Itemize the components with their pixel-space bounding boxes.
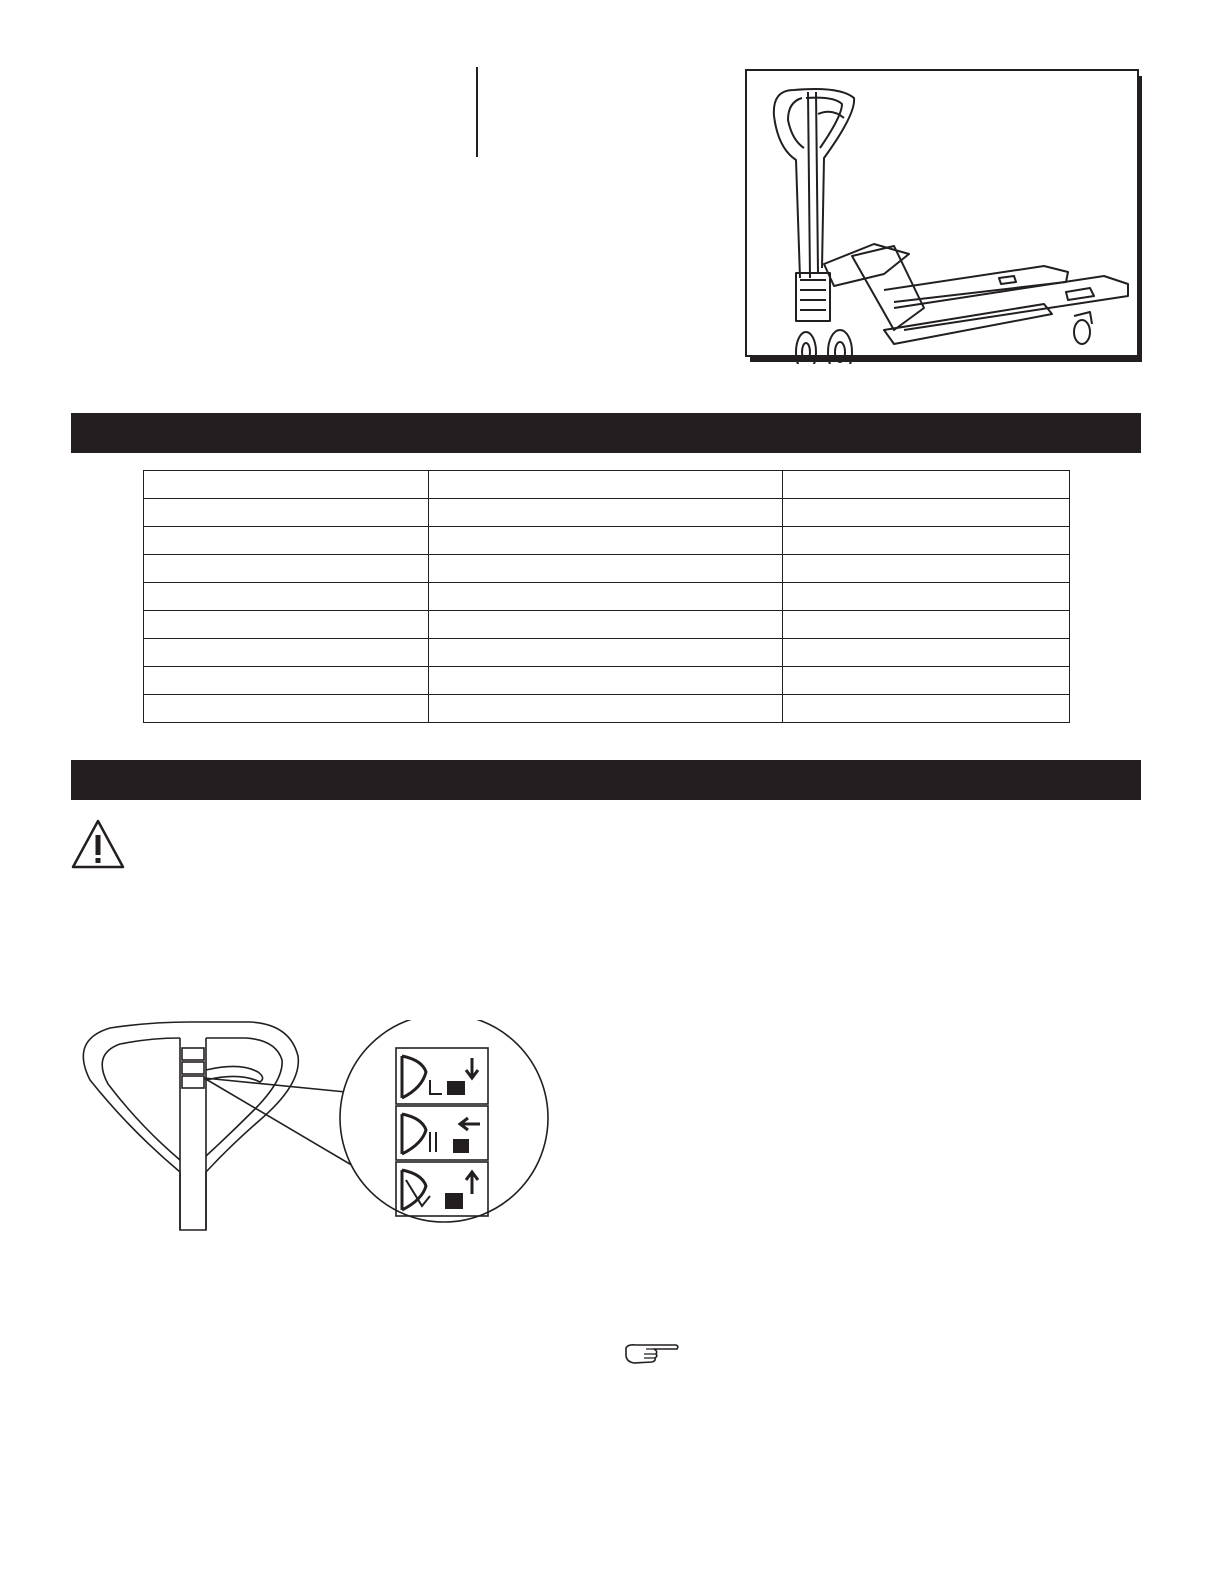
table-cell bbox=[783, 555, 1070, 583]
table-cell bbox=[783, 667, 1070, 695]
table-cell bbox=[783, 499, 1070, 527]
table-cell bbox=[783, 527, 1070, 555]
table-cell bbox=[429, 583, 783, 611]
specifications-table bbox=[143, 470, 1070, 723]
table-cell bbox=[783, 471, 1070, 499]
table-cell bbox=[429, 471, 783, 499]
table-row bbox=[144, 555, 1070, 583]
header-divider-line bbox=[476, 67, 478, 157]
table-row bbox=[144, 695, 1070, 723]
table-row bbox=[144, 639, 1070, 667]
table-cell bbox=[144, 611, 429, 639]
table-cell bbox=[783, 639, 1070, 667]
table-cell bbox=[429, 667, 783, 695]
table-cell bbox=[144, 667, 429, 695]
pointing-hand-icon bbox=[624, 1342, 680, 1366]
table-row bbox=[144, 471, 1070, 499]
pallet-truck-drawing bbox=[744, 68, 1144, 364]
section-header-bar bbox=[71, 413, 1141, 453]
handle-label-diagram bbox=[70, 1020, 560, 1240]
table-cell bbox=[783, 583, 1070, 611]
table-cell bbox=[429, 527, 783, 555]
table-row bbox=[144, 499, 1070, 527]
table-row bbox=[144, 611, 1070, 639]
warning-triangle-icon bbox=[70, 818, 126, 870]
table-cell bbox=[144, 695, 429, 723]
table-cell bbox=[429, 555, 783, 583]
table-cell bbox=[144, 527, 429, 555]
section-title bbox=[71, 769, 83, 791]
table-cell bbox=[144, 583, 429, 611]
table-cell bbox=[144, 499, 429, 527]
table-cell bbox=[429, 499, 783, 527]
table-row bbox=[144, 667, 1070, 695]
section-title bbox=[71, 422, 83, 444]
table-cell bbox=[429, 695, 783, 723]
table-cell bbox=[144, 471, 429, 499]
table-cell bbox=[783, 695, 1070, 723]
table-cell bbox=[429, 611, 783, 639]
pallet-truck-illustration bbox=[744, 68, 1144, 364]
table-cell bbox=[783, 611, 1070, 639]
handle-decal-drawing bbox=[70, 1020, 560, 1240]
table-row bbox=[144, 583, 1070, 611]
section-header-bar bbox=[71, 760, 1141, 800]
table-row bbox=[144, 527, 1070, 555]
table-cell bbox=[429, 639, 783, 667]
table-cell bbox=[144, 639, 429, 667]
table-cell bbox=[144, 555, 429, 583]
